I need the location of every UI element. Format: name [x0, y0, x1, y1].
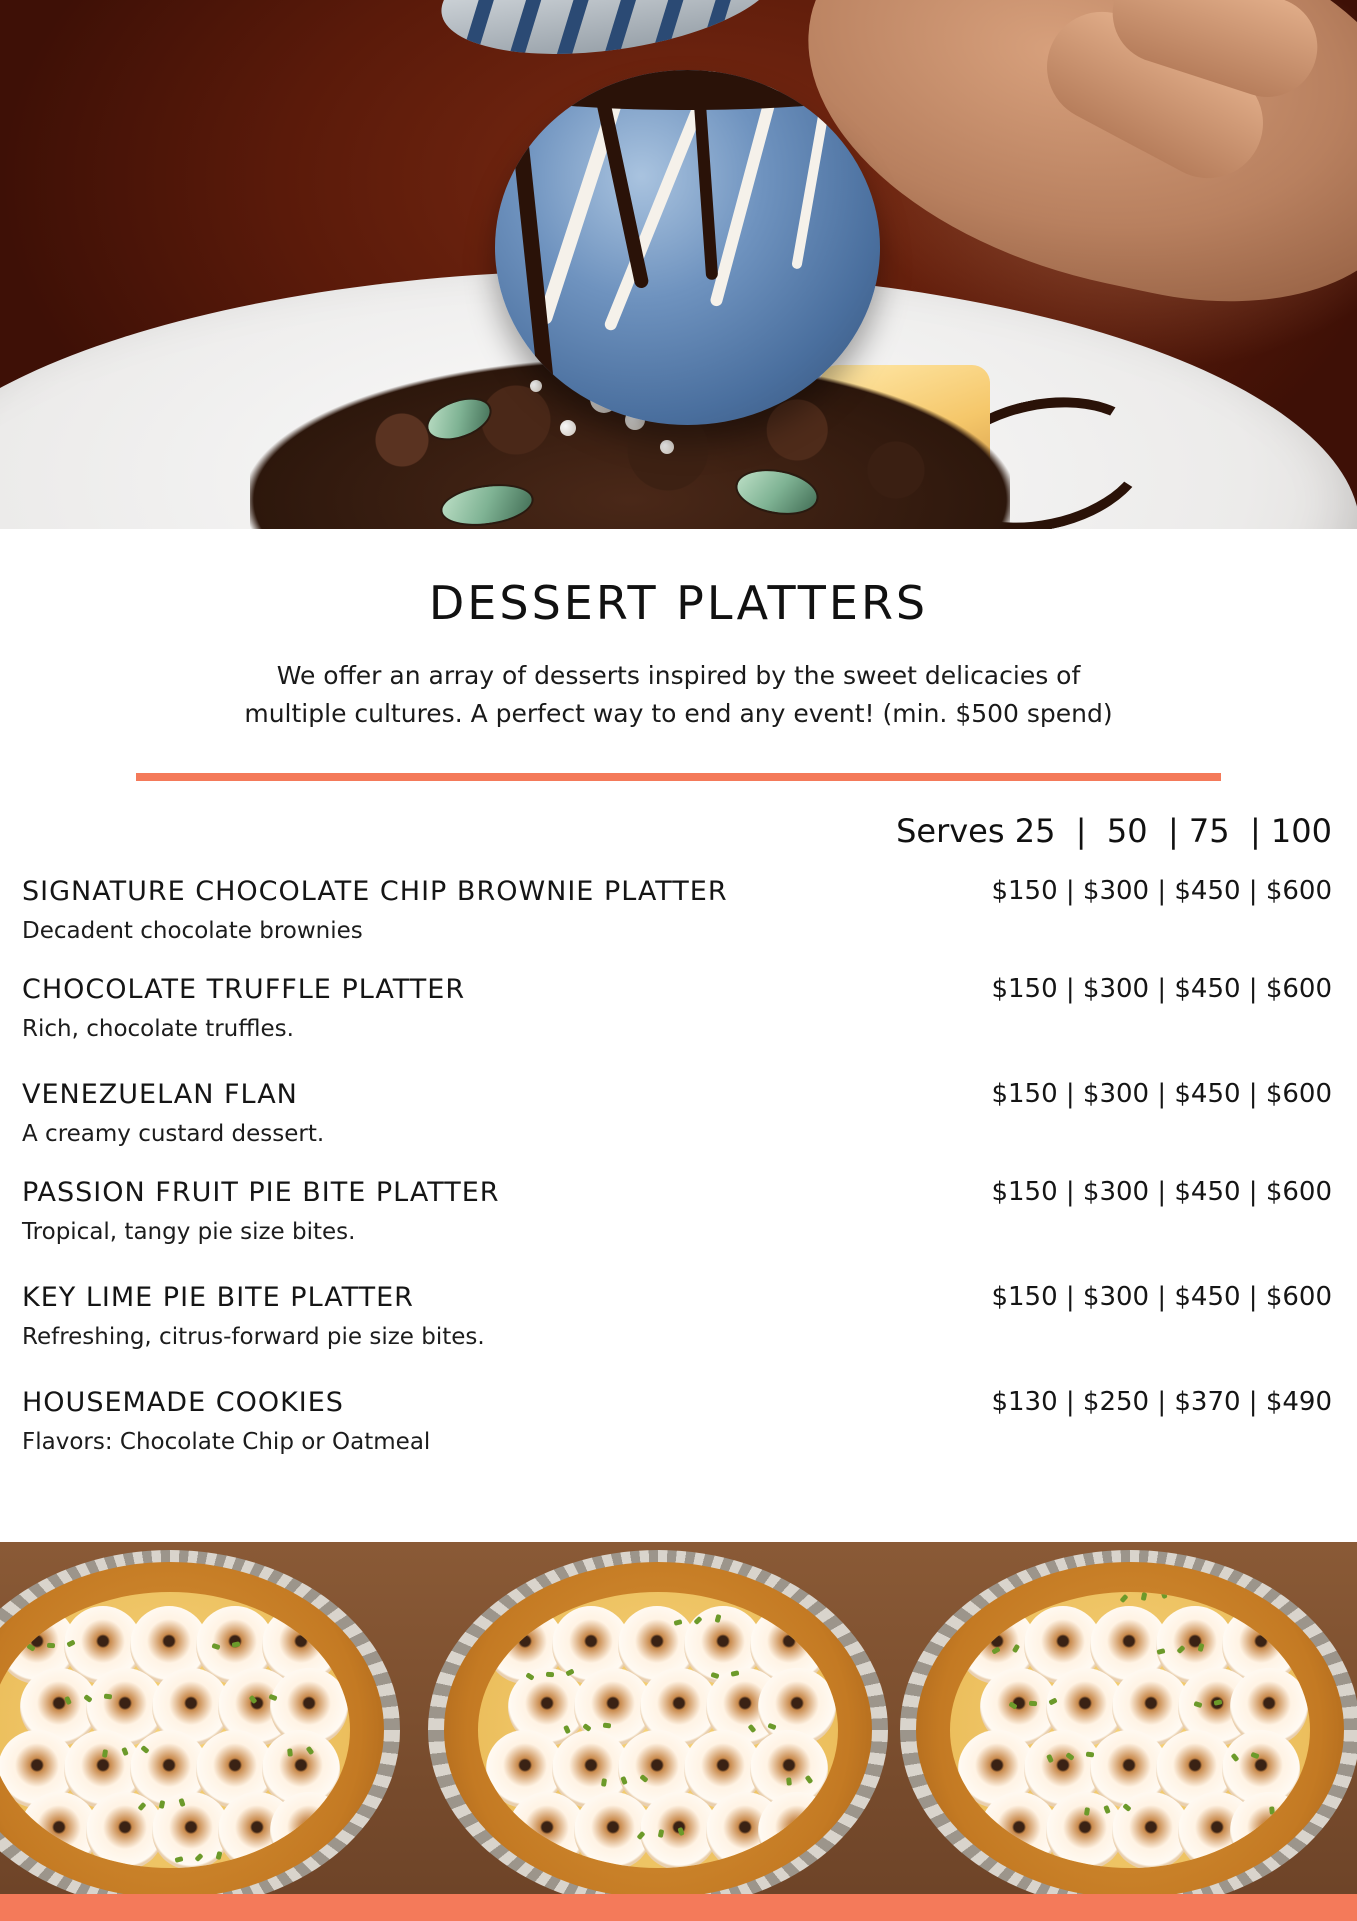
pearl-sprinkle — [660, 440, 674, 454]
serves-header: Serves 25 | 50 | 75 | 100 — [896, 812, 1332, 850]
lime-zest — [9, 1854, 18, 1862]
item-name: SIGNATURE CHOCOLATE CHIP BROWNIE PLATTER — [22, 876, 728, 907]
menu-item — [22, 876, 1332, 976]
item-description: A creamy custard dessert. — [22, 1121, 325, 1147]
item-prices: $150 | $300 | $450 | $600 — [991, 1177, 1332, 1207]
lime-zest — [216, 1851, 223, 1860]
pie-tin — [0, 1550, 400, 1894]
menu-item — [22, 1282, 1332, 1382]
item-prices: $150 | $300 | $450 | $600 — [991, 1282, 1332, 1312]
pie-tin — [900, 1550, 1357, 1894]
item-prices: $150 | $300 | $450 | $600 — [991, 876, 1332, 906]
lime-zest — [976, 1592, 981, 1600]
spoon — [433, 0, 786, 73]
dessert-sphere — [495, 70, 880, 425]
lime-zest — [955, 1593, 963, 1602]
lime-zest — [47, 1643, 55, 1648]
page-title: DESSERT PLATTERS — [428, 576, 929, 630]
item-name: VENEZUELAN FLAN — [22, 1079, 298, 1110]
meringue-dollop — [1230, 1792, 1308, 1868]
item-description: Refreshing, citrus-forward pie size bites. — [22, 1324, 485, 1350]
lime-zest — [972, 1650, 980, 1655]
item-prices: $150 | $300 | $450 | $600 — [991, 974, 1332, 1004]
intro-line: We offer an array of desserts inspired by the sweet delicacies of — [276, 661, 1081, 690]
menu-item — [22, 1387, 1332, 1487]
lime-zest — [1269, 1806, 1275, 1814]
item-description: Flavors: Chocolate Chip or Oatmeal — [22, 1429, 431, 1455]
hero-dessert-photo — [0, 0, 1357, 529]
item-prices: $150 | $300 | $450 | $600 — [991, 1079, 1332, 1109]
menu-item — [22, 974, 1332, 1074]
intro-text — [120, 657, 1237, 733]
item-description: Rich, chocolate truffles. — [22, 1016, 294, 1042]
item-name: CHOCOLATE TRUFFLE PLATTER — [22, 974, 466, 1005]
meringue-dollop — [270, 1792, 348, 1868]
lime-zest — [1086, 1752, 1094, 1758]
lime-zest — [603, 1723, 611, 1729]
item-prices: $130 | $250 | $370 | $490 — [991, 1387, 1332, 1417]
menu-item — [22, 1177, 1332, 1277]
lime-zest — [104, 1694, 112, 1700]
item-description: Tropical, tangy pie size bites. — [22, 1219, 356, 1245]
item-name: HOUSEMADE COOKIES — [22, 1387, 344, 1418]
lime-zest — [489, 1621, 497, 1626]
item-name: PASSION FRUIT PIE BITE PLATTER — [22, 1177, 500, 1208]
lime-zest — [1141, 1592, 1148, 1601]
menu-item — [22, 1079, 1332, 1179]
lime-zest — [1160, 1592, 1167, 1599]
lime-zest — [786, 1777, 792, 1785]
pies-photo — [0, 1542, 1357, 1894]
intro-line: multiple cultures. A perfect way to end any event! (min. $500 spend) — [244, 699, 1113, 728]
pie-tin — [428, 1550, 888, 1894]
lime-zest — [287, 1748, 293, 1756]
accent-divider — [136, 773, 1221, 781]
lime-zest — [1029, 1701, 1037, 1706]
accent-footer-bar — [0, 1894, 1357, 1921]
lime-zest — [546, 1672, 554, 1677]
item-name: KEY LIME PIE BITE PLATTER — [22, 1282, 414, 1313]
lime-zest — [493, 1828, 498, 1836]
pearl-sprinkle — [560, 420, 576, 436]
item-description: Decadent chocolate brownies — [22, 918, 363, 944]
lime-zest — [1119, 1594, 1128, 1603]
